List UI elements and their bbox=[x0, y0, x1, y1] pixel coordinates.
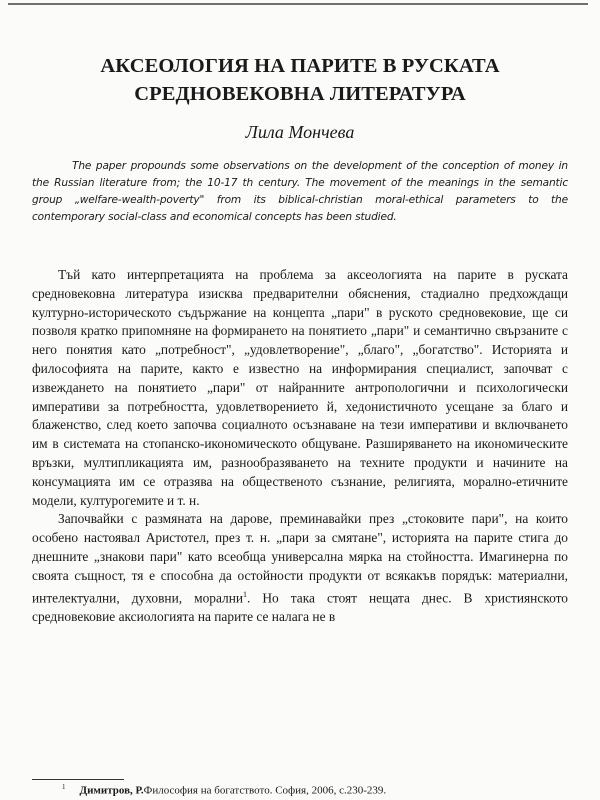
header-rule bbox=[8, 3, 588, 5]
paper-page bbox=[32, 52, 568, 627]
title-line-2: СРЕДНОВЕКОВНА ЛИТЕРАТУРА bbox=[134, 83, 466, 105]
paper-title bbox=[32, 52, 568, 108]
body-paragraph-2 bbox=[32, 510, 568, 626]
footnote-author: Димитров, Р. bbox=[79, 784, 144, 797]
body-paragraph-1: Тъй като интерпретацията на проблема за аксеологията на парите в руската средновековна литература изисква предварителни обяснения, стадиално предхождащи културно-историческото съдържание на концепта „пари" в руското средновековие, ще си позволя кратко припомняне на формирането на понятието „пари" и семантично свързаните с него понятия като „потребност", „удовлетворение", „благо", „богатство". Историята и философията на парите, както е известно на информирания специалист, започват с извеждането на понятието „пари" от найранните антропологични и психологически императиви за потребността, удовлетворението й, хедонистичното усещане за благо и блаженство, след което започва социалното осъзнаване на тези императиви и включването им в системата на стопанско-икономическото общуване. Разширяването на икономическите връзки, мултипликацията им, разнообразяването на техните продукти и начините на консумацията им се отразява на общественото съзнание, религията, морално-етичните модели, културогемите и т. н. bbox=[32, 267, 568, 508]
footnote-number: 1 bbox=[62, 783, 66, 791]
abstract: The paper propounds some observations on the development of the conception of money in the Russian literature from; the 10-17 th century. The movement of the meanings in the semantic group „welfare-wealth-poverty" from its biblical-christian moral-ethical parameters to the contemporary social-class and economical concepts has been studied. bbox=[32, 160, 568, 223]
title-line-1: АКСЕОЛОГИЯ НА ПАРИТЕ В РУСКАТА bbox=[100, 55, 500, 77]
footnote-text: Философия на богатството. София, 2006, с.230-239. bbox=[143, 784, 387, 797]
footnote-reference[interactable]: 1 bbox=[243, 589, 248, 599]
paragraph-2-continuation: . Но така стоят нещата днес. В християнското средновековие аксиологията на парите се налага не в bbox=[32, 590, 568, 624]
author-name: Лила Мончева bbox=[245, 122, 355, 142]
footnote-divider bbox=[32, 779, 124, 780]
paragraph-2-text: Започвайки с размяната на дарове, преминавайки през „стоковите пари", на които особено настоявал Аристотел, през т. н. „пари за смятане", историята на парите стига до днешните „знакови пари" като всеобща универсална мярка на стойността. Имагинерна по своята същност, тя е способна да остойности продукти от всякакъв порядък: материални, интелектуални, духовни, морални bbox=[32, 511, 568, 606]
footnote bbox=[62, 783, 386, 797]
